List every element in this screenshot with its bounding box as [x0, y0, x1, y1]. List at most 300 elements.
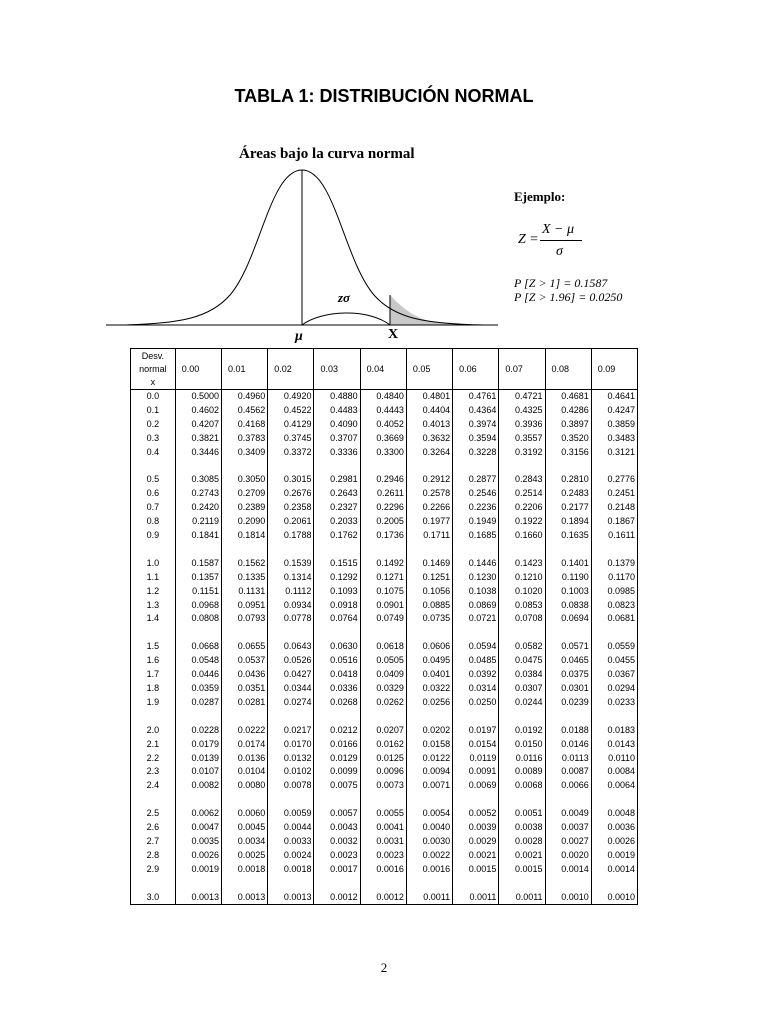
probability-cell: 0.0044 [268, 821, 314, 835]
probability-cell: 0.0089 [499, 765, 545, 779]
probability-cell: 0.0268 [314, 696, 360, 710]
spacer-cell [545, 877, 591, 891]
probability-cell: 0.0012 [360, 891, 406, 905]
probability-cell: 0.0475 [499, 654, 545, 668]
probability-cell: 0.0244 [499, 696, 545, 710]
probability-cell: 0.0465 [545, 654, 591, 668]
probability-cell: 0.0630 [314, 640, 360, 654]
probability-cell: 0.0017 [314, 863, 360, 877]
probability-cell: 0.1131 [222, 585, 268, 599]
table-row [131, 849, 638, 863]
spacer-cell [360, 460, 406, 474]
table-body [131, 390, 638, 905]
probability-cell: 0.4443 [360, 404, 406, 418]
spacer-cell [314, 543, 360, 557]
example-label: Ejemplo: [514, 189, 566, 204]
z-value-cell: 0.6 [131, 487, 176, 501]
probability-cell: 0.2119 [175, 515, 221, 529]
probability-cell: 0.0516 [314, 654, 360, 668]
table-row [131, 696, 638, 710]
z-header-line: x [150, 376, 156, 387]
probability-cell: 0.1093 [314, 585, 360, 599]
mu-label: μ [295, 329, 303, 344]
spacer-cell [131, 460, 176, 474]
spacer-cell [131, 710, 176, 724]
probability-cell: 0.0064 [591, 779, 637, 793]
probability-cell: 0.0025 [222, 849, 268, 863]
probability-cell: 0.0080 [222, 779, 268, 793]
probability-cell: 0.0901 [360, 599, 406, 613]
probability-cell: 0.0655 [222, 640, 268, 654]
probability-cell: 0.1814 [222, 529, 268, 543]
table-row [131, 752, 638, 766]
probability-cell: 0.0107 [175, 765, 221, 779]
table-row [131, 640, 638, 654]
probability-cell: 0.0011 [453, 891, 499, 905]
probability-cell: 0.3557 [499, 432, 545, 446]
probability-cell: 0.0307 [499, 682, 545, 696]
spacer-cell [314, 626, 360, 640]
table-spacer-row [131, 793, 638, 807]
spacer-cell [591, 626, 637, 640]
probability-cell: 0.0150 [499, 738, 545, 752]
probability-cell: 0.3897 [545, 418, 591, 432]
probability-cell: 0.0618 [360, 640, 406, 654]
probability-cell: 0.0011 [406, 891, 452, 905]
probability-cell: 0.1335 [222, 571, 268, 585]
probability-cell: 0.4562 [222, 404, 268, 418]
spacer-cell [175, 626, 221, 640]
probability-cell: 0.0051 [499, 807, 545, 821]
probability-cell: 0.0749 [360, 612, 406, 626]
spacer-cell [222, 626, 268, 640]
fraction-bar [540, 240, 582, 241]
probability-cell: 0.0559 [591, 640, 637, 654]
spacer-cell [268, 877, 314, 891]
probability-cell: 0.4840 [360, 390, 406, 404]
probability-cell: 0.0014 [545, 863, 591, 877]
probability-cell: 0.1401 [545, 557, 591, 571]
probability-cell: 0.0104 [222, 765, 268, 779]
probability-cell: 0.0764 [314, 612, 360, 626]
probability-cell: 0.0052 [453, 807, 499, 821]
probability-cell: 0.0455 [591, 654, 637, 668]
probability-cell: 0.2546 [453, 487, 499, 501]
spacer-cell [222, 460, 268, 474]
probability-cell: 0.4364 [453, 404, 499, 418]
probability-cell: 0.4602 [175, 404, 221, 418]
normal-curve-figure [100, 140, 660, 345]
probability-cell: 0.0122 [406, 752, 452, 766]
probability-cell: 0.0029 [453, 835, 499, 849]
probability-cell: 0.1251 [406, 571, 452, 585]
spacer-cell [268, 626, 314, 640]
probability-cell: 0.0668 [175, 640, 221, 654]
probability-cell: 0.3974 [453, 418, 499, 432]
normal-distribution-table [130, 348, 638, 905]
probability-cell: 0.0015 [453, 863, 499, 877]
spacer-cell [453, 877, 499, 891]
spacer-cell [314, 877, 360, 891]
probability-cell: 0.2578 [406, 487, 452, 501]
spacer-cell [591, 460, 637, 474]
table-row [131, 779, 638, 793]
probability-cell: 0.2676 [268, 487, 314, 501]
probability-cell: 0.0918 [314, 599, 360, 613]
probability-cell: 0.2420 [175, 501, 221, 515]
z-value-cell: 1.0 [131, 557, 176, 571]
probability-cell: 0.0158 [406, 738, 452, 752]
probability-cell: 0.1611 [591, 529, 637, 543]
column-header: 0.08 [545, 349, 591, 390]
probability-cell: 0.0069 [453, 779, 499, 793]
spacer-cell [314, 793, 360, 807]
probability-cell: 0.4522 [268, 404, 314, 418]
probability-cell: 0.0188 [545, 724, 591, 738]
spacer-cell [453, 460, 499, 474]
z-value-cell: 2.8 [131, 849, 176, 863]
spacer-cell [222, 710, 268, 724]
spacer-cell [545, 793, 591, 807]
probability-cell: 0.0778 [268, 612, 314, 626]
probability-cell: 0.0084 [591, 765, 637, 779]
table-row [131, 765, 638, 779]
probability-cell: 0.3264 [406, 446, 452, 460]
probability-cell: 0.0853 [499, 599, 545, 613]
z-value-cell: 0.1 [131, 404, 176, 418]
table-row [131, 863, 638, 877]
probability-cell: 0.0034 [222, 835, 268, 849]
probability-cell: 0.0082 [175, 779, 221, 793]
probability-cell: 0.0174 [222, 738, 268, 752]
z-value-cell: 2.7 [131, 835, 176, 849]
spacer-cell [499, 877, 545, 891]
probability-cell: 0.1469 [406, 557, 452, 571]
probability-cell: 0.0125 [360, 752, 406, 766]
probability-cell: 0.1003 [545, 585, 591, 599]
probability-cell: 0.0041 [360, 821, 406, 835]
probability-cell: 0.0179 [175, 738, 221, 752]
probability-cell: 0.0401 [406, 668, 452, 682]
zsigma-arc [302, 313, 390, 325]
table-spacer-row [131, 626, 638, 640]
probability-cell: 0.3669 [360, 432, 406, 446]
probability-cell: 0.1711 [406, 529, 452, 543]
probability-cell: 0.4013 [406, 418, 452, 432]
probability-cell: 0.0032 [314, 835, 360, 849]
probability-cell: 0.4681 [545, 390, 591, 404]
spacer-cell [406, 710, 452, 724]
table-row [131, 599, 638, 613]
probability-cell: 0.0012 [314, 891, 360, 905]
probability-cell: 0.0048 [591, 807, 637, 821]
probability-cell: 0.2912 [406, 473, 452, 487]
probability-cell: 0.2843 [499, 473, 545, 487]
column-header: 0.00 [175, 349, 221, 390]
probability-cell: 0.1894 [545, 515, 591, 529]
probability-cell: 0.0823 [591, 599, 637, 613]
probability-cell: 0.0537 [222, 654, 268, 668]
z-value-cell: 0.5 [131, 473, 176, 487]
probability-cell: 0.0110 [591, 752, 637, 766]
probability-cell: 0.0055 [360, 807, 406, 821]
probability-cell: 0.0375 [545, 668, 591, 682]
probability-cell: 0.4052 [360, 418, 406, 432]
probability-cell: 0.0096 [360, 765, 406, 779]
column-header: 0.02 [268, 349, 314, 390]
probability-cell: 0.2266 [406, 501, 452, 515]
figure-title: Áreas bajo la curva normal [239, 146, 415, 162]
probability-cell: 0.3015 [268, 473, 314, 487]
probability-cell: 0.0129 [314, 752, 360, 766]
spacer-cell [499, 626, 545, 640]
table-row [131, 501, 638, 515]
probability-cell: 0.0023 [314, 849, 360, 863]
probability-cell: 0.2358 [268, 501, 314, 515]
probability-cell: 0.0143 [591, 738, 637, 752]
z-value-cell: 1.2 [131, 585, 176, 599]
probability-cell: 0.3446 [175, 446, 221, 460]
spacer-cell [545, 626, 591, 640]
probability-cell: 0.1492 [360, 557, 406, 571]
probability-cell: 0.0116 [499, 752, 545, 766]
probability-cell: 0.0094 [406, 765, 452, 779]
table-row [131, 585, 638, 599]
z-value-cell: 1.6 [131, 654, 176, 668]
probability-cell: 0.1587 [175, 557, 221, 571]
probability-cell: 0.0869 [453, 599, 499, 613]
probability-cell: 0.0035 [175, 835, 221, 849]
z-column-header [131, 349, 176, 390]
probability-cell: 0.0049 [545, 807, 591, 821]
probability-cell: 0.0287 [175, 696, 221, 710]
table-row [131, 571, 638, 585]
probability-cell: 0.0047 [175, 821, 221, 835]
probability-cell: 0.1446 [453, 557, 499, 571]
spacer-cell [131, 877, 176, 891]
formula-denominator: σ [556, 244, 563, 259]
probability-cell: 0.0043 [314, 821, 360, 835]
spacer-cell [406, 626, 452, 640]
probability-cell: 0.3228 [453, 446, 499, 460]
probability-cell: 0.1423 [499, 557, 545, 571]
probability-cell: 0.0010 [545, 891, 591, 905]
page-number: 2 [380, 960, 388, 975]
probability-cell: 0.1170 [591, 571, 637, 585]
spacer-cell [499, 460, 545, 474]
probability-cell: 0.0071 [406, 779, 452, 793]
spacer-cell [545, 710, 591, 724]
z-value-cell: 0.0 [131, 390, 176, 404]
probability-cell: 0.0038 [499, 821, 545, 835]
probability-cell: 0.0281 [222, 696, 268, 710]
spacer-cell [406, 543, 452, 557]
probability-cell: 0.4801 [406, 390, 452, 404]
spacer-cell [499, 710, 545, 724]
z-value-cell: 1.8 [131, 682, 176, 696]
spacer-cell [360, 710, 406, 724]
probability-cell: 0.0239 [545, 696, 591, 710]
probability-cell: 0.1562 [222, 557, 268, 571]
probability-cell: 0.3707 [314, 432, 360, 446]
probability-cell: 0.3632 [406, 432, 452, 446]
probability-cell: 0.3859 [591, 418, 637, 432]
probability-cell: 0.0018 [268, 863, 314, 877]
spacer-cell [222, 793, 268, 807]
probability-cell: 0.4404 [406, 404, 452, 418]
probability-cell: 0.0026 [175, 849, 221, 863]
z-value-cell: 0.7 [131, 501, 176, 515]
probability-cell: 0.0934 [268, 599, 314, 613]
probability-cell: 0.0274 [268, 696, 314, 710]
table-row [131, 529, 638, 543]
probability-cell: 0.0066 [545, 779, 591, 793]
probability-cell: 0.4761 [453, 390, 499, 404]
table-row [131, 487, 638, 501]
probability-cell: 0.4247 [591, 404, 637, 418]
probability-cell: 0.0436 [222, 668, 268, 682]
probability-cell: 0.0119 [453, 752, 499, 766]
probability-cell: 0.0571 [545, 640, 591, 654]
probability-cell: 0.3192 [499, 446, 545, 460]
column-header: 0.09 [591, 349, 637, 390]
probability-cell: 0.0073 [360, 779, 406, 793]
probability-cell: 0.0113 [545, 752, 591, 766]
probability-cell: 0.4129 [268, 418, 314, 432]
probability-cell: 0.1020 [499, 585, 545, 599]
spacer-cell [591, 710, 637, 724]
probability-cell: 0.1112 [268, 585, 314, 599]
probability-cell: 0.2177 [545, 501, 591, 515]
table-row [131, 891, 638, 905]
probability-cell: 0.4920 [268, 390, 314, 404]
probability-cell: 0.0020 [545, 849, 591, 863]
spacer-cell [360, 793, 406, 807]
probability-cell: 0.0102 [268, 765, 314, 779]
probability-cell: 0.0202 [406, 724, 452, 738]
probability-cell: 0.3409 [222, 446, 268, 460]
probability-cell: 0.0351 [222, 682, 268, 696]
spacer-cell [591, 877, 637, 891]
probability-cell: 0.0409 [360, 668, 406, 682]
probability-cell: 0.0217 [268, 724, 314, 738]
probability-cell: 0.1788 [268, 529, 314, 543]
z-value-cell: 2.0 [131, 724, 176, 738]
probability-cell: 0.3156 [545, 446, 591, 460]
shaded-tail-area [390, 295, 468, 325]
probability-cell: 0.0367 [591, 668, 637, 682]
probability-cell: 0.1190 [545, 571, 591, 585]
probability-cell: 0.1841 [175, 529, 221, 543]
formula-numerator: X − μ [542, 222, 575, 237]
spacer-cell [360, 626, 406, 640]
z-value-cell: 0.2 [131, 418, 176, 432]
probability-cell: 0.3745 [268, 432, 314, 446]
probability-cell: 0.2877 [453, 473, 499, 487]
probability-cell: 0.0708 [499, 612, 545, 626]
probability-cell: 0.0013 [222, 891, 268, 905]
spacer-cell [222, 543, 268, 557]
spacer-cell [131, 543, 176, 557]
probability-cell: 0.0384 [499, 668, 545, 682]
table-row [131, 682, 638, 696]
probability-cell: 0.2514 [499, 487, 545, 501]
spacer-cell [175, 543, 221, 557]
probability-cell: 0.0014 [591, 863, 637, 877]
probability-cell: 0.0075 [314, 779, 360, 793]
probability-cell: 0.1949 [453, 515, 499, 529]
probability-cell: 0.1056 [406, 585, 452, 599]
table-row [131, 446, 638, 460]
probability-cell: 0.1292 [314, 571, 360, 585]
probability-cell: 0.1271 [360, 571, 406, 585]
table-row [131, 821, 638, 835]
probability-cell: 0.5000 [175, 390, 221, 404]
probability-cell: 0.0222 [222, 724, 268, 738]
probability-cell: 0.0197 [453, 724, 499, 738]
probability-cell: 0.2061 [268, 515, 314, 529]
table-row [131, 390, 638, 404]
probability-cell: 0.0021 [453, 849, 499, 863]
probability-cell: 0.1379 [591, 557, 637, 571]
zsigma-label: zσ [338, 290, 351, 305]
spacer-cell [131, 793, 176, 807]
probability-cell: 0.1736 [360, 529, 406, 543]
table-row [131, 724, 638, 738]
column-header: 0.06 [453, 349, 499, 390]
spacer-cell [222, 877, 268, 891]
formula-lhs: Z = [518, 232, 539, 247]
table-spacer-row [131, 543, 638, 557]
probability-cell: 0.3085 [175, 473, 221, 487]
table-row [131, 557, 638, 571]
probability-cell: 0.0062 [175, 807, 221, 821]
probability-cell: 0.0166 [314, 738, 360, 752]
probability-cell: 0.0033 [268, 835, 314, 849]
probability-cell: 0.1762 [314, 529, 360, 543]
probability-cell: 0.0694 [545, 612, 591, 626]
table-row [131, 432, 638, 446]
probability-cell: 0.2206 [499, 501, 545, 515]
table-row [131, 807, 638, 821]
probability-cell: 0.0212 [314, 724, 360, 738]
probability-cell: 0.0207 [360, 724, 406, 738]
probability-cell: 0.0329 [360, 682, 406, 696]
probability-cell: 0.2810 [545, 473, 591, 487]
z-value-cell: 2.4 [131, 779, 176, 793]
page-title: TABLA 1: DISTRIBUCIÓN NORMAL [234, 86, 534, 106]
z-value-cell: 0.9 [131, 529, 176, 543]
spacer-cell [453, 543, 499, 557]
z-value-cell: 0.8 [131, 515, 176, 529]
z-value-cell: 3.0 [131, 891, 176, 905]
spacer-cell [314, 710, 360, 724]
spacer-cell [406, 793, 452, 807]
column-header: 0.05 [406, 349, 452, 390]
z-value-cell: 0.3 [131, 432, 176, 446]
column-header: 0.01 [222, 349, 268, 390]
z-value-cell: 1.4 [131, 612, 176, 626]
z-value-cell: 1.3 [131, 599, 176, 613]
probability-cell: 0.3300 [360, 446, 406, 460]
probability-cell: 0.0314 [453, 682, 499, 696]
probability-cell: 0.0019 [591, 849, 637, 863]
probability-cell: 0.1635 [545, 529, 591, 543]
probability-cell: 0.1660 [499, 529, 545, 543]
probability-cell: 0.0294 [591, 682, 637, 696]
probability-cell: 0.0162 [360, 738, 406, 752]
probability-cell: 0.2483 [545, 487, 591, 501]
